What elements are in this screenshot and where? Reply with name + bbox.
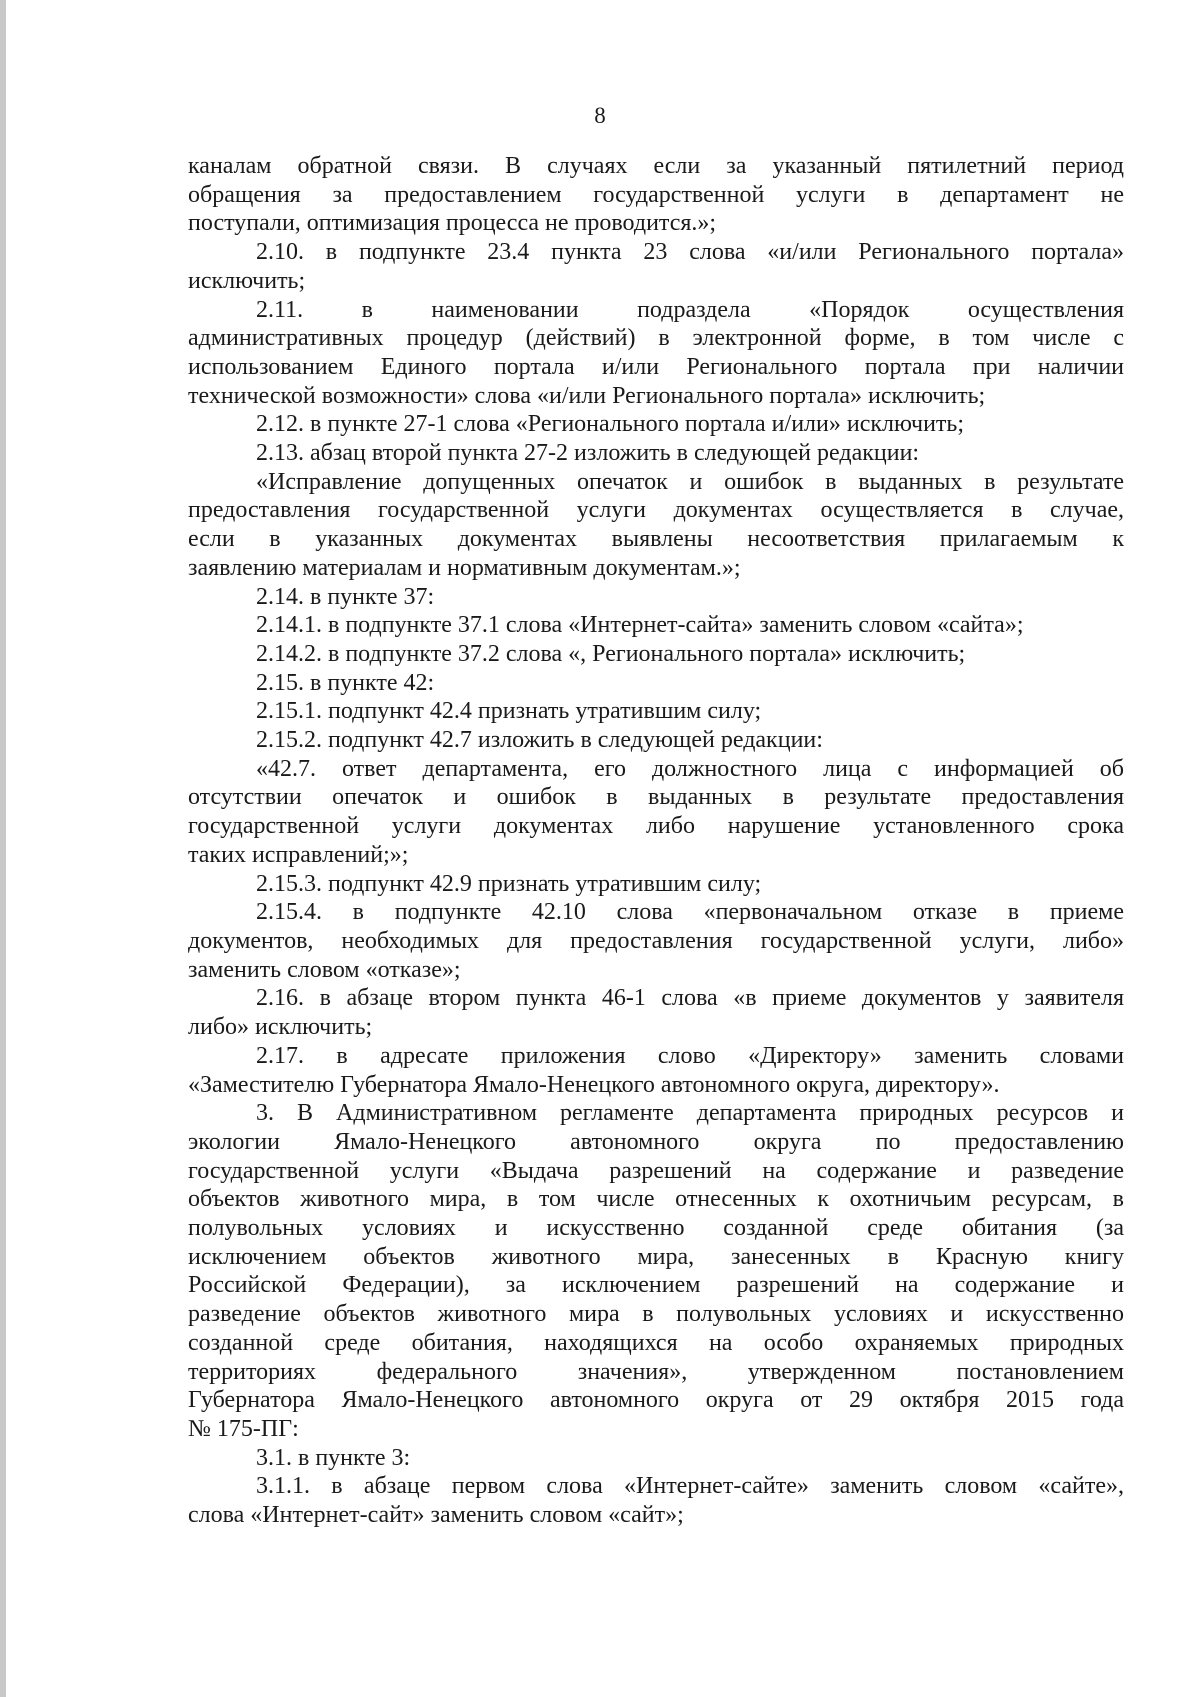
text-line: «Исправление допущенных опечаток и ошибок в выданных в результате <box>256 468 1124 495</box>
text-line: разведение объектов животного мира в полувольных условиях и искусственно <box>188 1301 1124 1328</box>
text-line: полувольных условиях и искусственно созданной среде обитания (за <box>188 1215 1124 1242</box>
text-line: 2.10. в подпункте 23.4 пункта 23 слова «и/или Регионального портала» <box>256 239 1124 266</box>
text-line: экологии Ямало-Ненецкого автономного округа по предоставлению <box>188 1128 1124 1155</box>
text-line: 2.15.1. подпункт 42.4 признать утратившим силу; <box>256 698 762 725</box>
text-line: 2.14. в пункте 37: <box>256 583 435 610</box>
paragraph-p11 <box>188 726 1124 755</box>
paragraph-p12 <box>188 755 1124 870</box>
paragraph-p2 <box>188 296 1124 411</box>
text-line: если в указанных документах выявлены несоответствия прилагаемым к <box>188 526 1124 553</box>
text-line: отсутствии опечаток и ошибок в выданных в результате предоставления <box>188 784 1124 811</box>
paragraph-p9 <box>188 669 1124 698</box>
text-line: заменить словом «отказе»; <box>188 956 461 983</box>
text-line: исключить; <box>188 267 306 294</box>
paragraph-p7 <box>188 611 1124 640</box>
text-line: государственной услуги «Выдача разрешений на содержание и разведение <box>188 1157 1124 1184</box>
paragraph-p5 <box>188 468 1124 583</box>
text-line: таких исправлений;»; <box>188 841 409 868</box>
text-line: технической возможности» слова «и/или Регионального портала» исключить; <box>188 382 986 409</box>
text-line: заявлению материалам и нормативным документам.»; <box>188 554 741 581</box>
text-line: 3. В Административном регламенте департамента природных ресурсов и <box>256 1100 1124 1127</box>
text-line: исключением объектов животного мира, занесенных в Красную книгу <box>188 1243 1124 1270</box>
paragraph-p0 <box>188 152 1124 238</box>
text-line: созданной среде обитания, находящихся на особо охраняемых природных <box>188 1329 1124 1356</box>
paragraph-p6 <box>188 583 1124 612</box>
text-line: государственной услуги документах либо нарушение установленного срока <box>188 813 1124 840</box>
text-line: № 175-ПГ: <box>188 1415 299 1442</box>
text-line: 2.15.4. в подпункте 42.10 слова «первоначальном отказе в приеме <box>256 899 1124 926</box>
paragraph-p18 <box>188 1444 1124 1473</box>
text-line: территориях федерального значения», утвержденном постановлением <box>188 1358 1124 1385</box>
text-line: документов, необходимых для предоставления государственной услуги, либо» <box>188 927 1124 954</box>
paragraph-p1 <box>188 238 1124 295</box>
text-line: поступали, оптимизация процесса не проводится.»; <box>188 210 717 237</box>
text-line: «42.7. ответ департамента, его должностного лица с информацией об <box>256 755 1124 782</box>
text-line: 2.11. в наименовании подраздела «Порядок осуществления <box>256 296 1124 323</box>
paragraph-p8 <box>188 640 1124 669</box>
text-line: 2.14.2. в подпункте 37.2 слова «, Регионального портала» исключить; <box>256 640 966 667</box>
text-line: предоставления государственной услуги документах осуществляется в случае, <box>188 497 1124 524</box>
paragraph-p15 <box>188 984 1124 1041</box>
text-line: «Заместителю Губернатора Ямало-Ненецкого автономного округа, директору». <box>188 1071 1000 1098</box>
text-line: 2.14.1. в подпункте 37.1 слова «Интернет-сайта» заменить словом «сайта»; <box>256 612 1024 639</box>
scan-left-edge <box>0 0 6 1697</box>
text-line: Губернатора Ямало-Ненецкого автономного округа от 29 октября 2015 года <box>188 1387 1124 1414</box>
text-line: объектов животного мира, в том числе отнесенных к охотничьим ресурсам, в <box>188 1186 1124 1213</box>
paragraph-p16 <box>188 1042 1124 1099</box>
text-line: 2.15.2. подпункт 42.7 изложить в следующей редакции: <box>256 727 823 754</box>
text-line: либо» исключить; <box>188 1014 373 1041</box>
document-body <box>188 152 1124 1530</box>
text-line: Российской Федерации), за исключением разрешений на содержание и <box>188 1272 1124 1299</box>
text-line: 2.16. в абзаце втором пункта 46-1 слова «в приеме документов у заявителя <box>256 985 1124 1012</box>
text-line: 2.12. в пункте 27-1 слова «Регионального портала и/или» исключить; <box>256 411 965 438</box>
text-line: 2.15.3. подпункт 42.9 признать утратившим силу; <box>256 870 762 897</box>
text-line: использованием Единого портала и/или Регионального портала при наличии <box>188 353 1124 380</box>
text-line: 2.13. абзац второй пункта 27-2 изложить в следующей редакции: <box>256 440 920 467</box>
text-line: 2.15. в пункте 42: <box>256 669 435 696</box>
page-number: 8 <box>594 103 606 128</box>
paragraph-p10 <box>188 697 1124 726</box>
text-line: 3.1. в пункте 3: <box>256 1444 411 1471</box>
paragraph-p19 <box>188 1472 1124 1529</box>
paragraph-p4 <box>188 439 1124 468</box>
text-line: каналам обратной связи. В случаях если за указанный пятилетний период <box>188 153 1124 179</box>
text-line: административных процедур (действий) в электронной форме, в том числе с <box>188 325 1124 352</box>
text-line: обращения за предоставлением государственной услуги в департамент не <box>188 181 1124 208</box>
paragraph-p13 <box>188 870 1124 899</box>
text-line: слова «Интернет-сайт» заменить словом «сайт»; <box>188 1502 684 1529</box>
paragraph-p14 <box>188 898 1124 984</box>
text-line: 3.1.1. в абзаце первом слова «Интернет-сайте» заменить словом «сайте», <box>256 1473 1124 1500</box>
text-line: 2.17. в адресате приложения слово «Директору» заменить словами <box>256 1042 1124 1069</box>
paragraph-p3 <box>188 410 1124 439</box>
paragraph-p17 <box>188 1099 1124 1443</box>
